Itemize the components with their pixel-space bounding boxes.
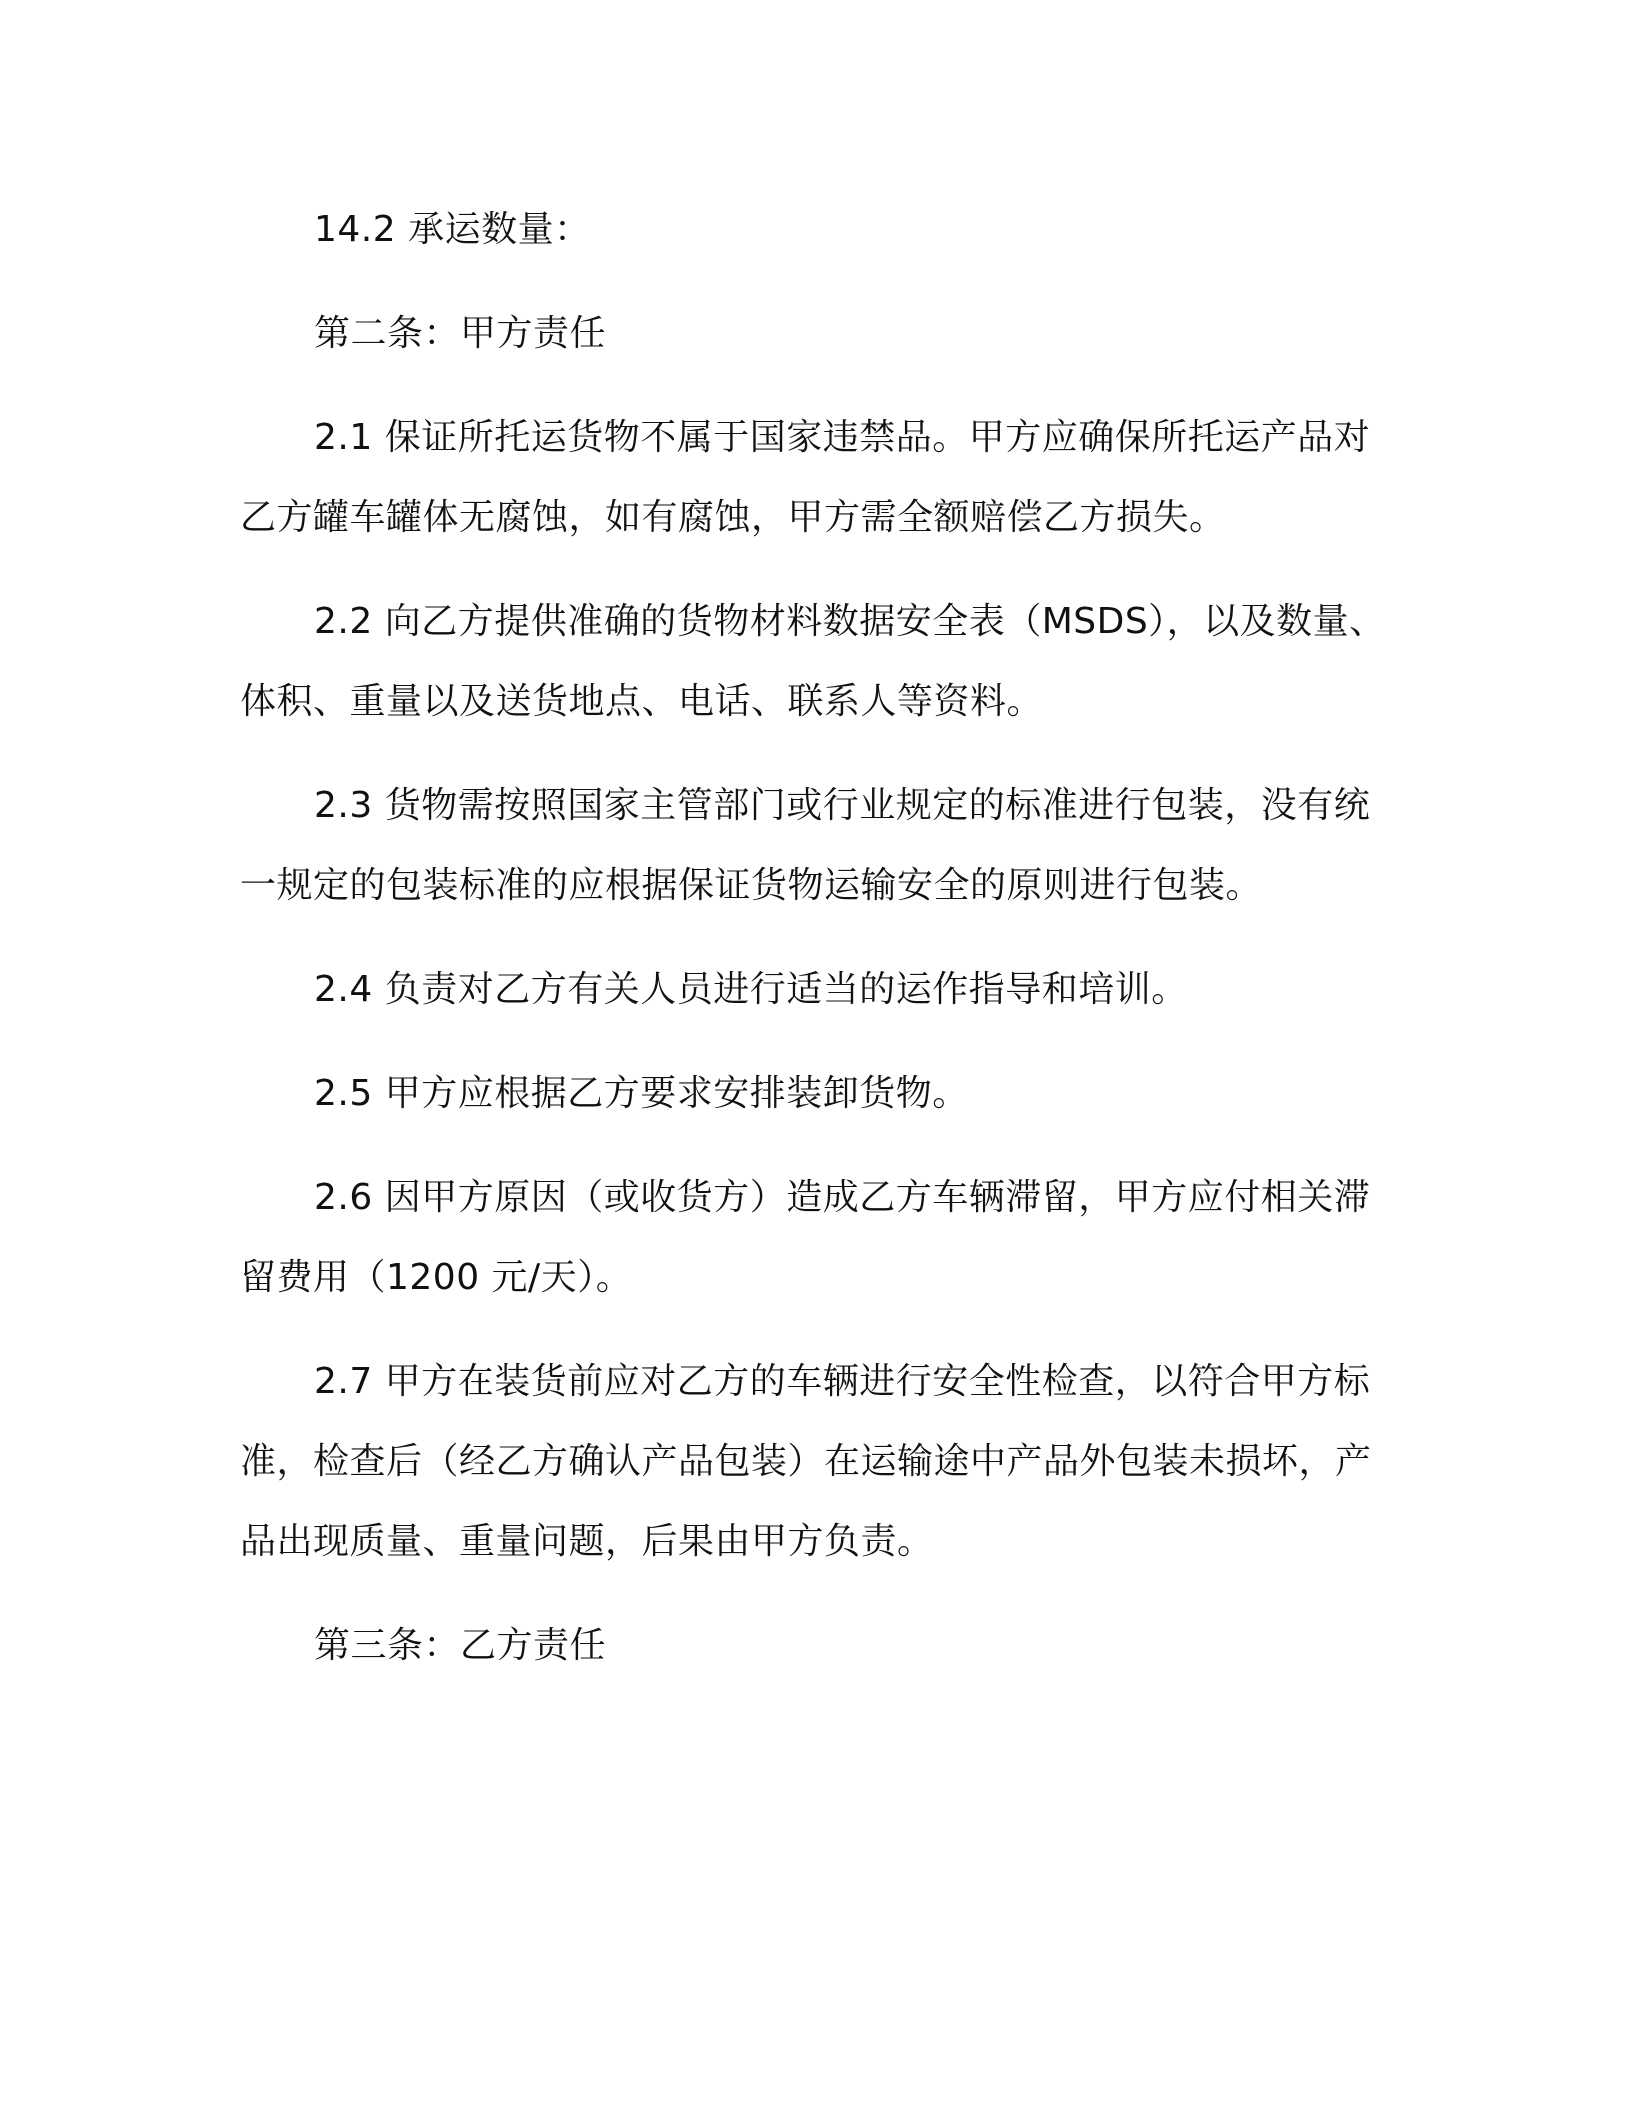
clause-14-2: 14.2 承运数量：	[314, 209, 591, 250]
article-3-heading: 第三条：乙方责任	[314, 1625, 607, 1666]
clause-2-6: 2.6 因甲方原因（或收货方）造成乙方车辆滞留，甲方应付相关滞留费用（1200 元/天）。	[240, 1177, 1371, 1298]
clause-2-3: 2.3 货物需按照国家主管部门或行业规定的标准进行包装，没有统一规定的包装标准的应根据保证货物运输安全的原则进行包装。	[240, 785, 1371, 906]
document-body	[240, 190, 1390, 1710]
clause-2-2: 2.2 向乙方提供准确的货物材料数据安全表（MSDS），以及数量、体积、重量以及送货地点、电话、联系人等资料。	[240, 601, 1386, 722]
clause-2-5: 2.5 甲方应根据乙方要求安排装卸货物。	[314, 1073, 969, 1114]
clause-2-4: 2.4 负责对乙方有关人员进行适当的运作指导和培训。	[314, 969, 1188, 1010]
article-2-heading: 第二条：甲方责任	[314, 313, 607, 354]
clause-2-1: 2.1 保证所托运货物不属于国家违禁品。甲方应确保所托运产品对乙方罐车罐体无腐蚀，如有腐蚀，甲方需全额赔偿乙方损失。	[240, 417, 1371, 538]
clause-2-7: 2.7 甲方在装货前应对乙方的车辆进行安全性检查，以符合甲方标准，检查后（经乙方确认产品包装）在运输途中产品外包装未损坏，产品出现质量、重量问题，后果由甲方负责。	[240, 1361, 1372, 1562]
